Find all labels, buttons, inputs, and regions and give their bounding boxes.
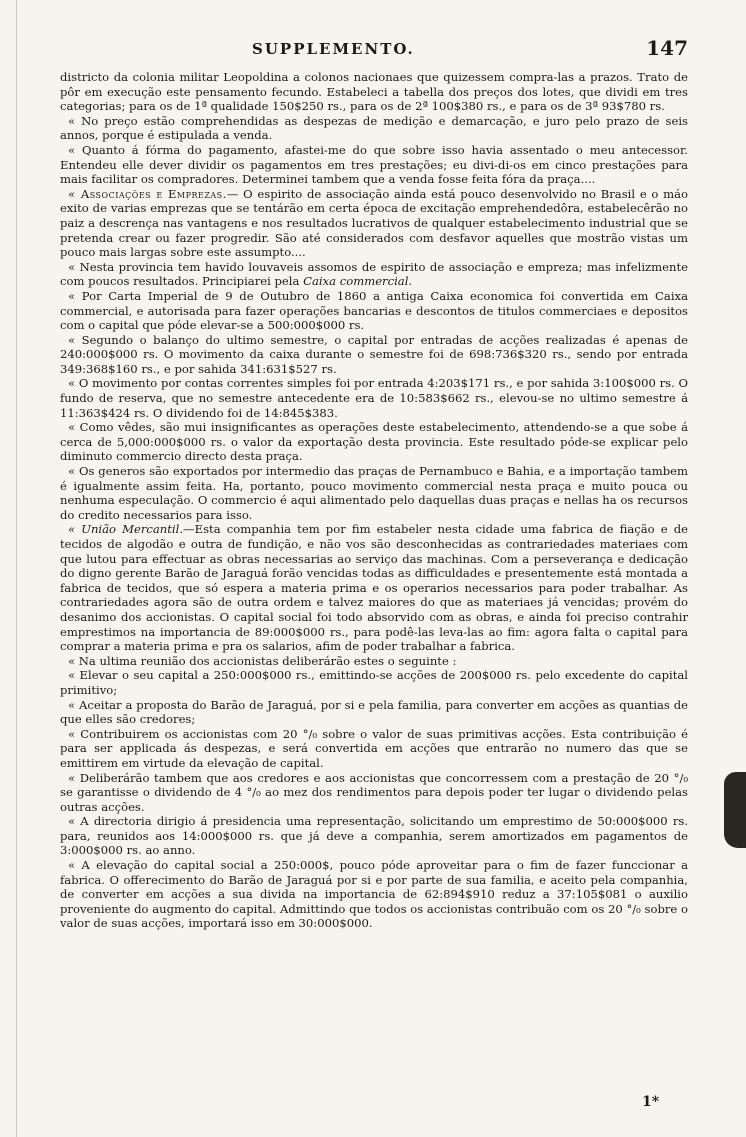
section-lead: « União Mercantil. xyxy=(68,522,184,537)
signature-mark: 1* xyxy=(642,1094,660,1110)
running-head: SUPPLEMENTO. xyxy=(252,40,415,58)
paragraph: « Contribuirem os accionistas com 20 °/₀ sobre o valor de suas primitivas acções. Esta contribuição é para ser applicada ás despezas, e será convertida em acções que entrarão no numero das que se emittirem em virtude da elevação de capital. xyxy=(60,726,688,770)
paragraph: « Segundo o balanço do ultimo semestre, o capital por entradas de acções realizadas é apenas de 240:000$000 rs. O movimento da caixa durante o semestre foi de 698:736$320 rs., sendo por entrada 349:368$160 rs., e por sahida 341:631$527 rs. xyxy=(60,332,688,376)
paragraph: « Associações e Emprezas.— O espirito de associação ainda está pouco desenvolvido no Brasil e o máo exito de varias emprezas que se tentárão em certa época de excitação emprehendedôra, estabelecêrão no paiz a descrença nas vantagens e nos resultados lucrativos de qualquer estabelecimento industrial que se pretenda crear ou fazer progredir. São até considerados com desfavor aquelles que mostrão vistas um pouco mais largas sobre este assumpto.... xyxy=(60,186,689,260)
paragraph: « Deliberárão tambem que aos credores e aos accionistas que concorressem com a prestação de 20 °/₀ se garantisse o dividendo de 4 °/₀ ao mez dos rendimentos para depois poder ter lugar o dividendo pelas outras acções. xyxy=(60,770,688,814)
left-margin-rule xyxy=(16,0,17,1137)
page-number: 147 xyxy=(646,36,688,60)
paragraph: districto da colonia militar Leopoldina a colonos nacionaes que quizessem compra-las a prazos. Trato de pôr em execução este pensamento fecundo. Estabeleci a tabella dos preços dos lotes, que dividi em tres categorias; para os de 1ª qualidade 150$250 rs., para os de 2ª 100$380 rs., e para os de 3ª 93$780 rs. xyxy=(60,70,688,114)
paragraph: « Os generos são exportados por intermedio das praças de Pernambuco e Bahia, e a importação tambem é igualmente assim feita. Ha, portanto, pouco movimento commercial nesta praça e muito pouca ou nenhuma especulação. O commercio é aqui alimentado pelo daquellas duas praças e nellas ha os recursos do credito necessarios para isso. xyxy=(60,464,688,522)
paragraph: « Como vêdes, são mui insignificantes as operações deste estabelecimento, attendendo-se a que sobe á cerca de 5,000:000$000 rs. o valor da exportação desta provincia. Este resultado póde-se explicar pelo diminuto commercio directo desta praça. xyxy=(60,420,688,464)
body-text xyxy=(60,70,688,931)
paragraph: « Quanto á fórma do pagamento, afastei-me do que sobre isso havia assentado o meu antecessor. Entendeu elle dever dividir os pagamentos em tres prestações; eu divi-di-os em cinco prestações para mais facilitar os compradores. Determinei tambem que a venda fosse feita fóra da praça.... xyxy=(60,142,688,187)
paragraph: « No preço estão comprehendidas as despezas de medição e demarcação, e juro pelo prazo de seis annos, porque é estipulada a venda. xyxy=(60,113,688,143)
paragraph: « Nesta provincia tem havido louvaveis assomos de espirito de associação e empreza; mas infelizmente com poucos resultados. Principiarei pela Caixa commercial. xyxy=(60,259,688,289)
emphasis: Caixa commercial. xyxy=(303,274,413,289)
paragraph: « Aceitar a proposta do Barão de Jaraguá, por si e pela familia, para converter em acções as quantias de que elles são credores; xyxy=(60,697,688,727)
paragraph: « União Mercantil.—Esta companhia tem por fim estabeler nesta cidade uma fabrica de fiação e de tecidos de algodão e outra de fundição, e não vos são desconhecidas as contrariedades materiaes com que lutou para effectuar as obras necessarias ao serviço das machinas. Com a perseverança e dedicação do digno gerente Barão de Jaraguá forão vencidas todas as difficuldades e presentemente está montada a fabrica de tecidos, que só espera a materia prima e os operarios necessarios para poder trabalhar. As contrariedades agora são de outra ordem e talvez maiores do que as materiaes já vencidas; provém do desanimo dos accionistas. O capital social foi todo absorvido com as obras, e ainda foi preciso contrahir emprestimos na importancia de 89:000$000 rs., para podê-las leva-las ao fim: agora falta o capital para comprar a materia prima e pra os salarios, afim de poder trabalhar a fabrica. xyxy=(60,522,689,654)
section-lead: « Associações e Emprezas. xyxy=(68,186,227,201)
paragraph: « Na ultima reunião dos accionistas deliberárão estes o seguinte : xyxy=(68,653,457,668)
paragraph: « A elevação do capital social a 250:000$, pouco póde aproveitar para o fim de fazer funccionar a fabrica. O offerecimento do Barão de Jaraguá por si e por parte de sua familia, e aceito pela companhia, de converter em acções a sua divida na importancia de 62:894$910 reduz a 37:105$081 o auxilio proveniente do augmento do capital. Admittindo que todos os accionistas contribuão com os 20 °/₀ sobre o valor de suas acções, importará isso em 30:000$000. xyxy=(60,858,688,931)
ink-blot-mark xyxy=(724,772,746,848)
page-header xyxy=(60,36,688,64)
paragraph: « O movimento por contas correntes simples foi por entrada 4:203$171 rs., e por sahida 3:100$000 rs. O fundo de reserva, que no semestre antecedente era de 10:583$662 rs., elevou-se no ultimo semestre á 11:363$424 rs. O dividendo foi de 14:845$383. xyxy=(60,376,688,420)
paragraph: « Elevar o seu capital a 250:000$000 rs., emittindo-se acções de 200$000 rs. pelo excedente do capital primitivo; xyxy=(60,668,688,697)
paragraph: « Por Carta Imperial de 9 de Outubro de 1860 a antiga Caixa economica foi convertida em Caixa commercial, e autorisada para fazer operações bancarias e descontos de titulos commerciaes e depositos com o capital que póde elevar-se a 500:000$000 rs. xyxy=(60,288,688,333)
paragraph: « A directoria dirigio á presidencia uma representação, solicitando um emprestimo de 50:000$000 rs. para, reunidos aos 14:000$000 rs. que já deve a companhia, serem amortizados em pagamentos de 3:000$000 rs. ao anno. xyxy=(60,814,688,858)
